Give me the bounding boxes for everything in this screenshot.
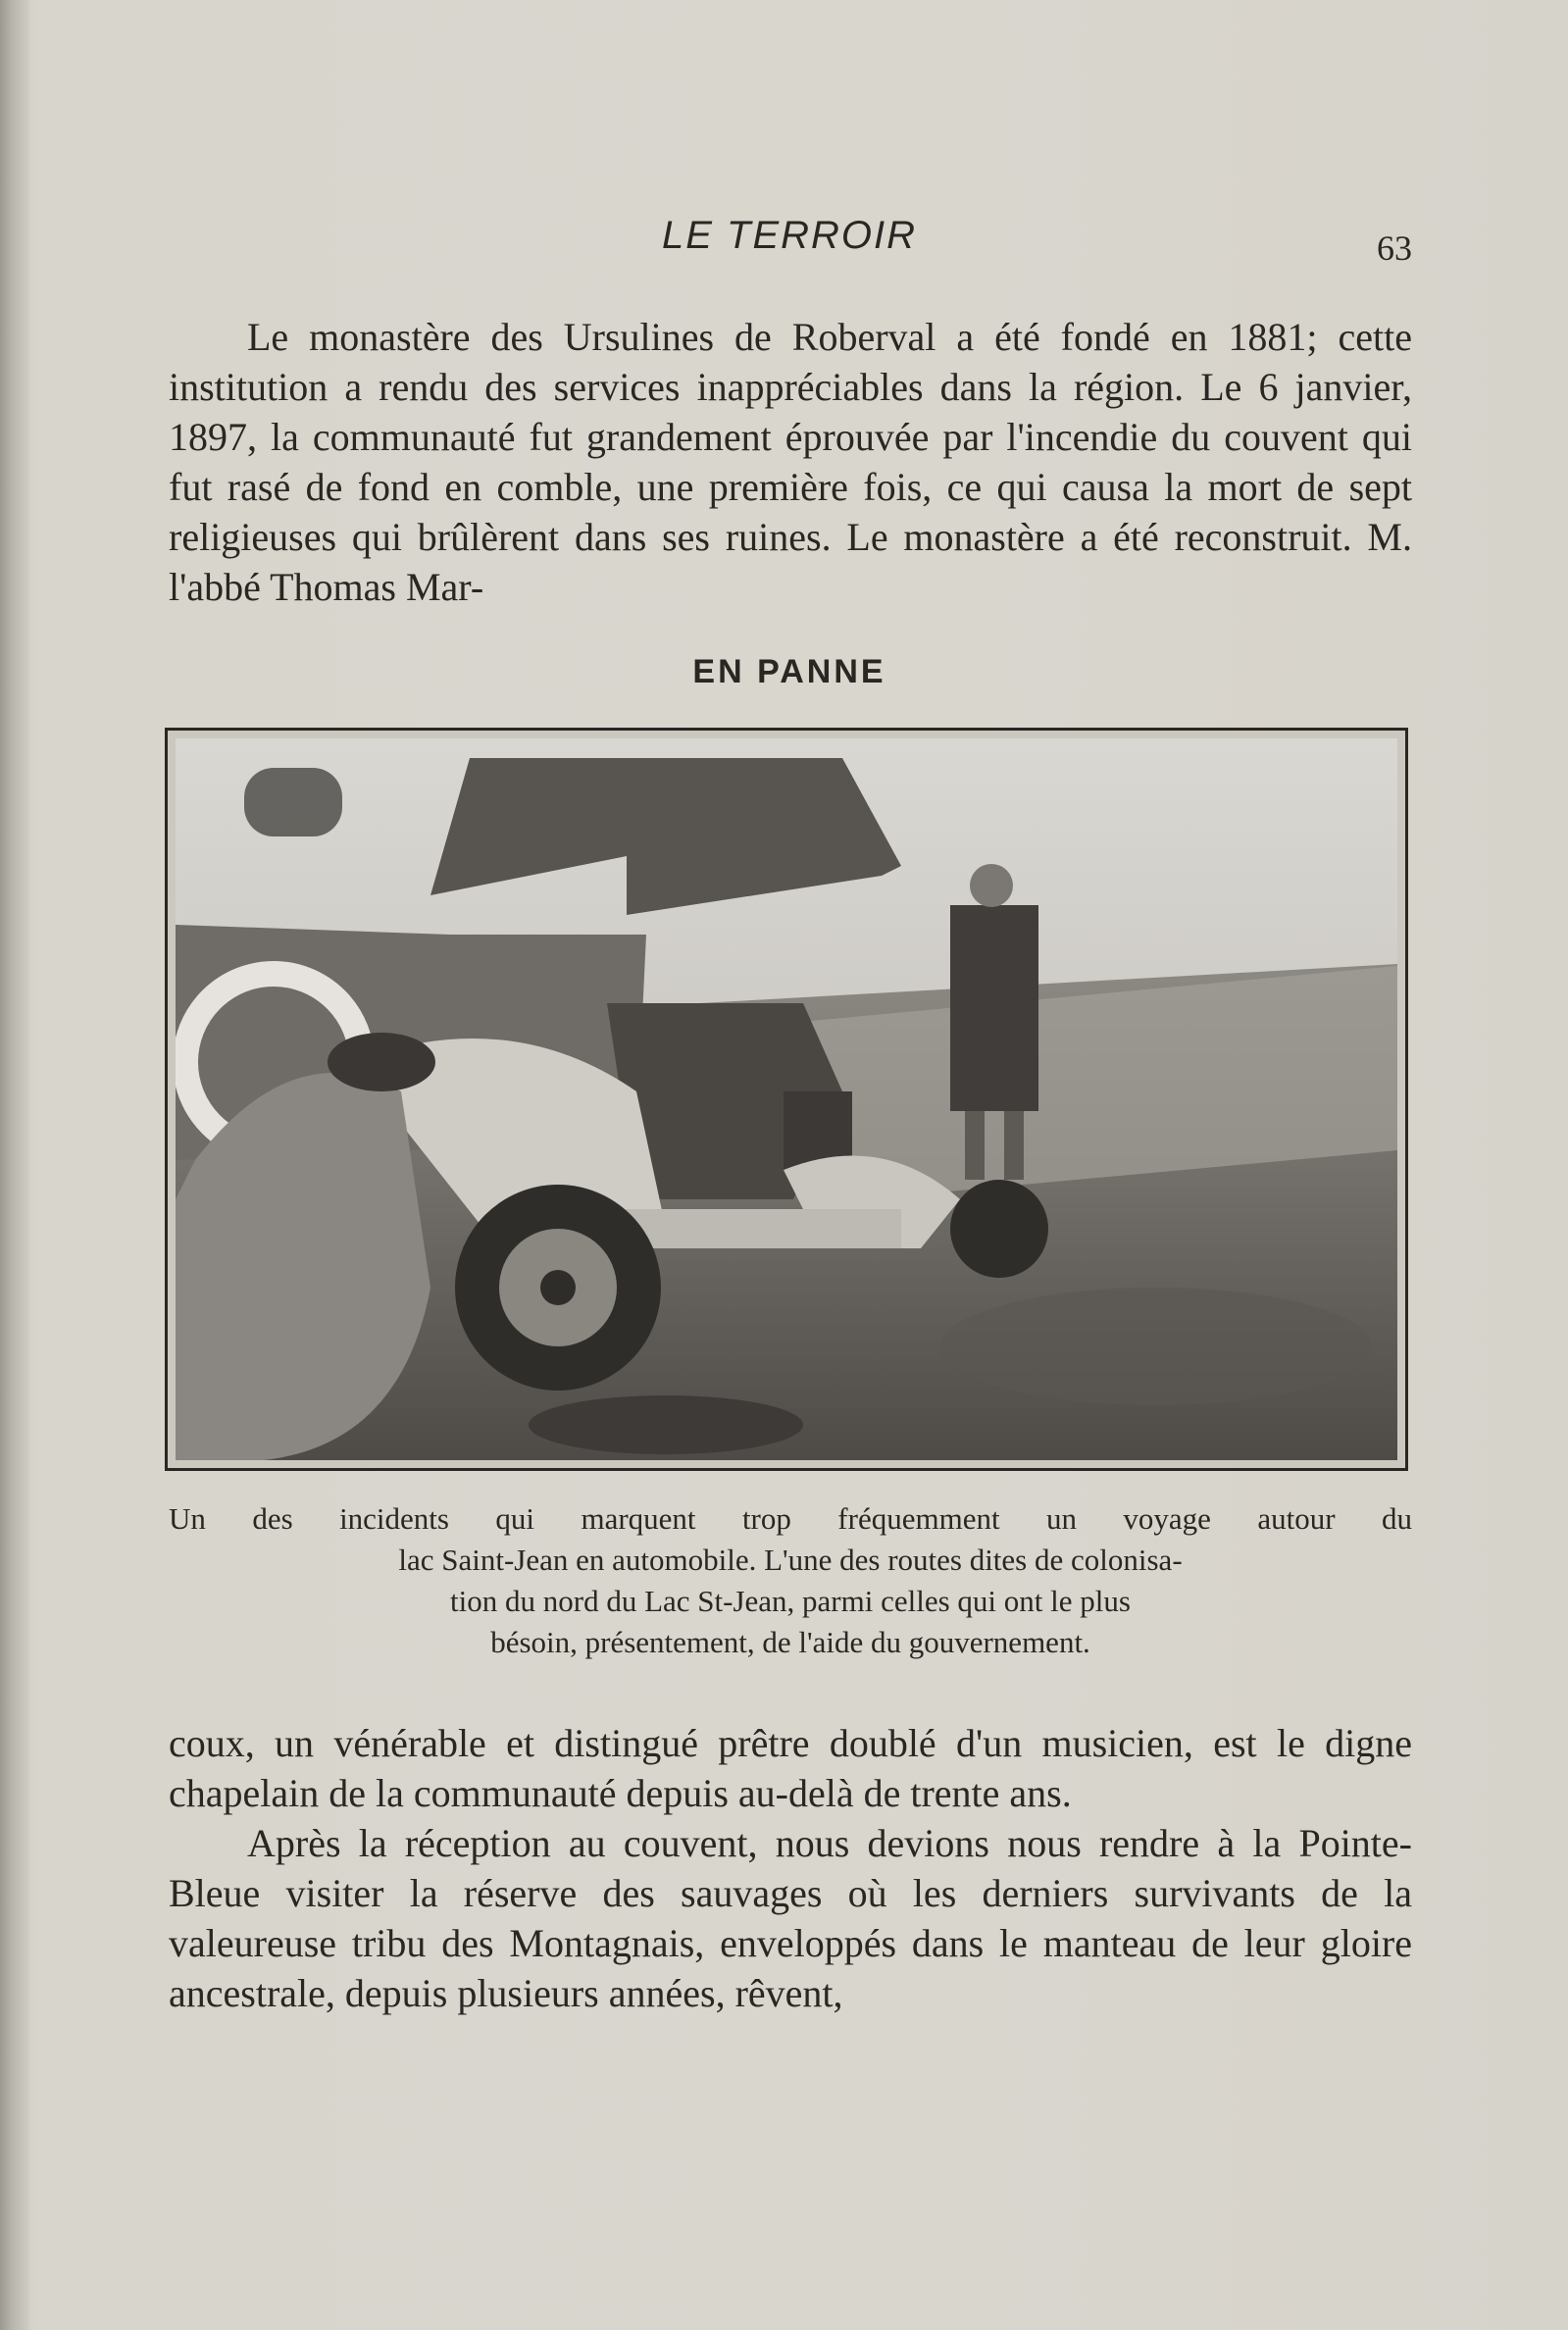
mud-rut xyxy=(529,1395,803,1454)
running-head xyxy=(167,214,1412,273)
page-number: 63 xyxy=(1377,228,1412,268)
running-title: LE TERROIR xyxy=(661,214,918,257)
running-board xyxy=(617,1209,901,1248)
mud-patch xyxy=(940,1288,1372,1405)
paragraph-monastery: Le monastère des Ursulines de Roberval a été fondé en 1881; cette institution a rendu des services inappréciables dans la région. Le 6 janvier, 1897, la communauté fut grandement éprouvée par l'incendie du couvent qui fut rasé de fond en comble, une première fois, ce qui causa la mort de sept religieuses qui brûlèrent dans ses ruines. Le monastère a été reconstruit. M. l'abbé Thomas Mar- xyxy=(169,315,1412,609)
caption-line-3: tion du nord du Lac St-Jean, parmi celles qui ont le plus xyxy=(450,1584,1131,1618)
page-gutter xyxy=(0,0,29,2330)
standing-man-leg-left xyxy=(965,1111,985,1180)
standing-man-head xyxy=(970,864,1013,907)
paragraph-pointe-bleue: Après la réception au couvent, nous devions nous rendre à la Pointe-Bleue visiter la réserve des sauvages où les derniers survivants de la valeureuse tribu des Montagnais, enveloppés dans le manteau de leur gloire ancestrale, depuis plusieurs années, rêvent, xyxy=(169,1821,1412,2015)
figure-caption xyxy=(169,1498,1412,1663)
paragraph-chaplain: coux, un vénérable et distingué prêtre doublé d'un musicien, est le digne chapelain de la communauté depuis au-delà de trente ans. xyxy=(169,1721,1412,1815)
body-text-bottom xyxy=(169,1718,1412,2018)
rear-hub xyxy=(540,1270,576,1305)
caption-line-2: lac Saint-Jean en automobile. L'une des routes dites de colonisa- xyxy=(398,1543,1183,1577)
figure-title: EN PANNE xyxy=(692,653,886,690)
standing-man-leg-right xyxy=(1004,1111,1024,1180)
figure-photo xyxy=(165,728,1408,1471)
decal xyxy=(244,768,342,836)
front-wheel xyxy=(950,1180,1048,1278)
caption-line-1: Un des incidents qui marquent trop fréquemment un voyage autour du xyxy=(169,1501,1412,1536)
crouching-man-hat xyxy=(328,1033,435,1091)
caption-line-4: bésoin, présentement, de l'aide du gouvernement. xyxy=(490,1625,1090,1659)
stuck-car-photo xyxy=(176,738,1397,1460)
standing-man-coat xyxy=(950,905,1038,1111)
body-text-top xyxy=(169,312,1412,612)
